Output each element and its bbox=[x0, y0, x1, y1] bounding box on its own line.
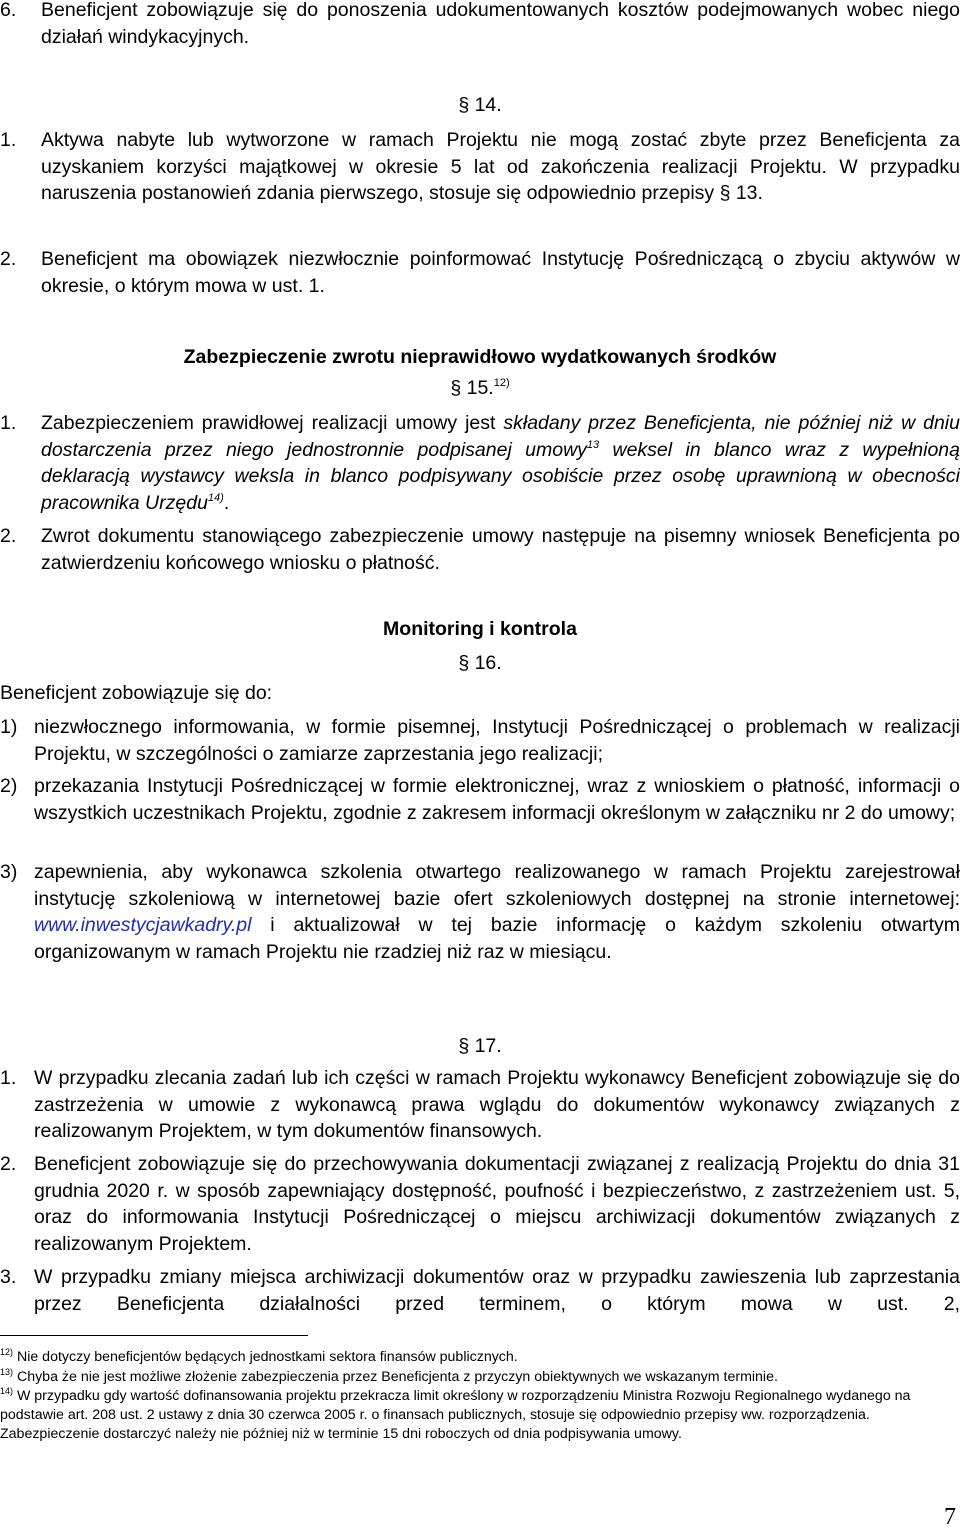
item-text: niezwłocznego informowania, w formie pisemnej, Instytucji Pośredniczącej o problemach w realizacji Projektu, w szczególności o zamiarze zaprzestania jego realizacji; bbox=[34, 716, 960, 765]
footnote-mark: 14) bbox=[0, 1386, 14, 1396]
section-15-label: § 15. bbox=[450, 377, 494, 399]
paragraph-6 bbox=[0, 0, 960, 50]
footnote-13 bbox=[0, 1368, 960, 1387]
section-16-heading: § 16. bbox=[458, 652, 502, 674]
footnote-separator bbox=[0, 1335, 308, 1336]
item-text: przekazania Instytucji Pośredniczącej w formie elektronicznej, wraz z wnioskiem o płatność, informacji o wszystkich uczestnikach Projektu, zgodnie z zakresem informacji określonym w załączniku nr 2 do umowy; bbox=[34, 775, 960, 824]
item-text bbox=[34, 859, 960, 965]
paragraph-text: Beneficjent zobowiązuje się do ponoszenia udokumentowanych kosztów podejmowanych wobec niego działań windykacyjnych. bbox=[41, 0, 960, 48]
section-16-intro: Beneficjent zobowiązuje się do: bbox=[0, 682, 273, 704]
item-text-part-2: i aktualizował w tej bazie informację o każdym szkoleniu otwartym organizowanym w ramach Projektu nie rzadziej niż raz w miesiącu. bbox=[34, 914, 960, 963]
paragraph-number: 6. bbox=[0, 0, 17, 21]
item-number: 2) bbox=[0, 775, 23, 797]
item-text: Zwrot dokumentu stanowiącego zabezpieczenie umowy następuje na pisemny wniosek Beneficjenta po zatwierdzeniu końcowego wniosku o płatność. bbox=[41, 525, 960, 574]
website-link[interactable]: www.inwestycjawkadry.pl bbox=[34, 914, 252, 936]
section-14-item-1 bbox=[0, 127, 960, 207]
section-15-item-1 bbox=[0, 410, 960, 516]
item-text-end: . bbox=[223, 491, 230, 514]
footnote-text: W przypadku gdy wartość dofinansowania projektu przekracza limit określony w rozporządzeniu Ministra Rozwoju Regionalnego wydanego na podstawie art. 208 ust. 2 ustawy z dnia 30 czerwca 2005 r. o finansach publicznych, stosuje się odpowiednio przepisy ww. rozporządzenia. Zabezpieczenie dostarczyć należy nie później niż w terminie 15 dni roboczych od dnia podpisywania umowy. bbox=[0, 1388, 911, 1442]
item-text-italic: składany przez Beneficjenta, nie później niż w dniu dostarczenia przez niego jednostronnie podpisanej umowy bbox=[41, 412, 960, 461]
section-14-item-2 bbox=[0, 246, 960, 299]
section-16-item-1 bbox=[0, 714, 960, 767]
footnote-ref-12: 12) bbox=[493, 377, 510, 389]
section-17-item-2 bbox=[0, 1151, 960, 1257]
footnote-12 bbox=[0, 1348, 960, 1367]
footnote-mark: 13) bbox=[0, 1367, 14, 1377]
item-text: Beneficjent zobowiązuje się do przechowywania dokumentacji związanej z realizacją Projektu do dnia 31 grudnia 2020 r. w sposób zapewniający dostępność, poufność i bezpieczeństwo, z zastrzeżeniem ust. 5, oraz do informowania Instytucji Pośredniczącej o miejscu archiwizacji dokumentów związanych z realizowanym Projektem. bbox=[34, 1153, 960, 1255]
item-number: 1. bbox=[0, 129, 17, 151]
item-text: Beneficjent ma obowiązek niezwłocznie poinformować Instytucję Pośredniczącą o zbyciu aktywów w okresie, o którym mowa w ust. 1. bbox=[41, 248, 960, 297]
item-text: W przypadku zlecania zadań lub ich części w ramach Projektu wykonawcy Beneficjent zobowiązuje się do zastrzeżenia w umowie z wykonawcą prawa wglądu do dokumentów wykonawcy związanych z realizowanym Projektem, w tym dokumentów finansowych. bbox=[34, 1067, 960, 1142]
item-number: 3) bbox=[0, 861, 23, 883]
section-15-item-2 bbox=[0, 523, 960, 576]
item-number: 1. bbox=[0, 1067, 22, 1089]
section-title-zabezpieczenie: Zabezpieczenie zwrotu nieprawidłowo wydatkowanych środków bbox=[183, 346, 777, 368]
item-text: W przypadku zmiany miejsca archiwizacji dokumentów oraz w przypadku zawieszenia lub zaprzestania przez Beneficjenta działalności przed terminem, o którym mowa w ust. 2, bbox=[34, 1266, 960, 1315]
footnote-ref-14: 14) bbox=[207, 491, 224, 504]
section-15-heading bbox=[0, 375, 960, 401]
footnote-14 bbox=[0, 1387, 960, 1444]
item-text: Aktywa nabyte lub wytworzone w ramach Projektu nie mogą zostać zbyte przez Beneficjenta za uzyskaniem korzyści majątkowej w okresie 5 lat od zakończenia realizacji Projektu. W przypadku naruszenia postanowień zdania pierwszego, stosuje się odpowiednio przepisy § 13. bbox=[41, 129, 960, 204]
section-16-item-3 bbox=[0, 859, 960, 965]
section-17-heading: § 17. bbox=[458, 1035, 502, 1057]
item-number: 1. bbox=[0, 412, 17, 434]
item-number: 3. bbox=[0, 1266, 22, 1288]
footnote-ref-13: 13 bbox=[586, 438, 600, 451]
section-14-heading: § 14. bbox=[458, 94, 502, 116]
section-16-item-2 bbox=[0, 773, 960, 826]
page-number: 7 bbox=[944, 1504, 956, 1530]
footnote-mark: 12) bbox=[0, 1347, 14, 1357]
section-17-item-1 bbox=[0, 1065, 960, 1145]
footnote-text: Nie dotyczy beneficjentów będących jednostkami sektora finansów publicznych. bbox=[13, 1349, 518, 1365]
item-number: 2. bbox=[0, 525, 17, 547]
item-text bbox=[41, 410, 960, 516]
section-17-item-3 bbox=[0, 1264, 960, 1317]
section-title-monitoring: Monitoring i kontrola bbox=[383, 618, 577, 640]
footnote-text: Chyba że nie jest możliwe złożenie zabezpieczenia przez Beneficjenta z przyczyn obiektywnych we wskazanym terminie. bbox=[13, 1369, 778, 1385]
item-text-part: zapewnienia, aby wykonawca szkolenia otwartego realizowanego w ramach Projektu zarejestrował instytucję szkoleniową w internetowej bazie ofert szkoleniowych dostępnej na stronie internetowej: bbox=[34, 861, 960, 910]
item-text-part: Zabezpieczeniem prawidłowej realizacji umowy jest bbox=[41, 412, 504, 434]
item-number: 2. bbox=[0, 1153, 22, 1175]
item-number: 1) bbox=[0, 716, 23, 738]
item-number: 2. bbox=[0, 248, 17, 270]
item-text-italic-2: weksel in blanco wraz z wypełnioną deklaracją wystawcy weksla in blanco podpisywany osobiście przez osobę uprawnioną w obecności pracownika Urzędu bbox=[41, 438, 960, 514]
